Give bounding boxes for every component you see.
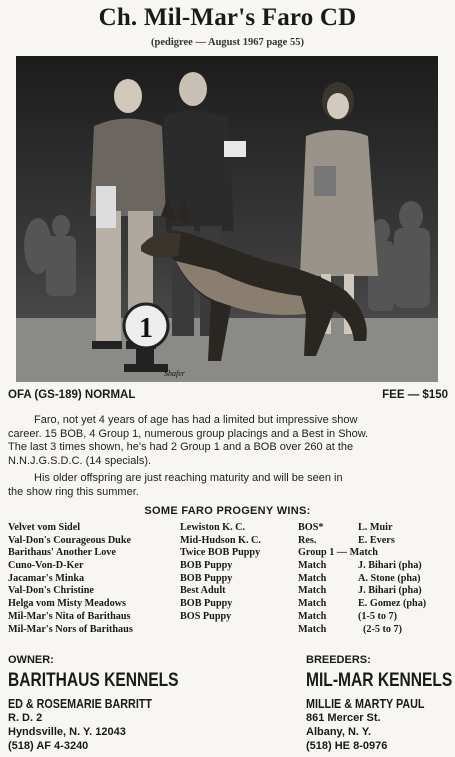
table-row (8, 535, 448, 548)
placement-number: 1 (139, 313, 153, 344)
award: Res. (298, 534, 317, 546)
description-paragraph-2 (8, 472, 448, 499)
dog-name: Helga vom Misty Meadows (8, 598, 126, 610)
award: Group 1 — Match (298, 547, 378, 559)
description-line: the show ring this summer. (8, 485, 139, 498)
description-line: career. 15 BOB, 4 Group 1, numerous group placings and a Best in Show. (8, 427, 369, 440)
table-row (8, 598, 448, 611)
dog-name: Cuno-Von-D-Ker (8, 560, 84, 572)
judge: L. Muir (358, 522, 393, 533)
judge: J. Bihari (pha) (358, 585, 422, 597)
award: BOS* (298, 522, 324, 533)
show-name: BOB Puppy (180, 598, 233, 610)
award: Match (298, 572, 327, 584)
owner-address (8, 697, 175, 753)
show-name: BOB Puppy (180, 572, 233, 584)
breeder-names: MILLIE & MARTY PAUL (306, 697, 425, 711)
owner-names: ED & ROSEMARIE BARRITT (8, 697, 152, 711)
dog-name: Velvet vom Sidel (8, 522, 81, 533)
progeny-wins-title: SOME FARO PROGENY WINS: (144, 505, 311, 517)
show-name: Twice BOB Puppy (180, 547, 261, 559)
award: Match (298, 585, 327, 597)
description-paragraph-1 (8, 414, 448, 468)
owner-label: OWNER: (8, 654, 54, 666)
judge: (1-5 to 7) (358, 610, 398, 622)
dog-name: Jacamar's Minka (8, 572, 85, 584)
judge: E. Evers (358, 534, 395, 546)
description-line: Faro, not yet 4 years of age has had a limited but impressive show (34, 414, 358, 426)
show-name: Best Adult (180, 585, 226, 597)
breeders-label: BREEDERS: (306, 654, 371, 666)
dog-name: Val-Don's Christine (8, 585, 94, 597)
judge: J. Bihari (pha) (358, 560, 422, 572)
page-title: Ch. Mil-Mar's Faro CD (98, 4, 357, 31)
show-name: BOS Puppy (180, 610, 232, 622)
dog-name: Barithaus' Another Love (8, 547, 116, 559)
description-line: The last 3 times shown, he's had 2 Group 1 and a BOB over 260 at the (8, 441, 354, 453)
award: Match (298, 623, 327, 635)
judge: E. Gomez (pha) (358, 598, 427, 610)
photographer-signature: Shafer (164, 369, 185, 378)
show-name: Lewiston K. C. (180, 522, 246, 533)
description-line: N.N.J.G.S.D.C. (14 specials). (8, 454, 152, 467)
owner-kennel-name: BARITHAUS KENNELS (8, 670, 179, 691)
breeder-phone: (518) HE 8-0976 (306, 740, 388, 752)
stud-fee: FEE — $150 (382, 389, 448, 401)
table-row (8, 560, 448, 573)
award: Match (298, 610, 327, 622)
show-name: BOB Puppy (180, 560, 233, 572)
description-line: His older offspring are just reaching maturity and will be seen in (34, 472, 343, 484)
show-photo-illustration (16, 56, 438, 382)
pedigree-reference: (pedigree — August 1967 page 55) (151, 37, 304, 48)
award: Match (298, 598, 327, 610)
dog-name: Mil-Mar's Nors of Barithaus (8, 623, 133, 635)
owner-phone: (518) AF 4-3240 (8, 740, 89, 752)
table-row (8, 611, 448, 624)
dog-name: Val-Don's Courageous Duke (8, 534, 132, 546)
award: Match (298, 560, 327, 572)
table-row (8, 585, 448, 598)
progeny-wins-table (8, 522, 448, 636)
table-row (8, 547, 448, 560)
judge: A. Stone (pha) (358, 572, 421, 584)
breeder-address-line-2: Albany, N. Y. (306, 726, 372, 738)
table-row (8, 522, 448, 535)
judge: (2-5 to 7) (363, 623, 403, 635)
show-name: Mid-Hudson K. C. (180, 534, 261, 546)
owner-address-line-2: Hyndsville, N. Y. 12043 (8, 726, 126, 738)
show-photo (16, 56, 438, 382)
dog-name: Mil-Mar's Nita of Barithaus (8, 610, 131, 622)
ofa-rating: OFA (GS-189) NORMAL (8, 389, 136, 401)
breeder-address (306, 697, 444, 753)
table-row (8, 624, 448, 637)
table-row (8, 573, 448, 586)
owner-address-line-1: R. D. 2 (8, 712, 43, 724)
breeder-kennel-name: MIL-MAR KENNELS (306, 670, 453, 691)
breeder-address-line-1: 861 Mercer St. (306, 712, 381, 724)
